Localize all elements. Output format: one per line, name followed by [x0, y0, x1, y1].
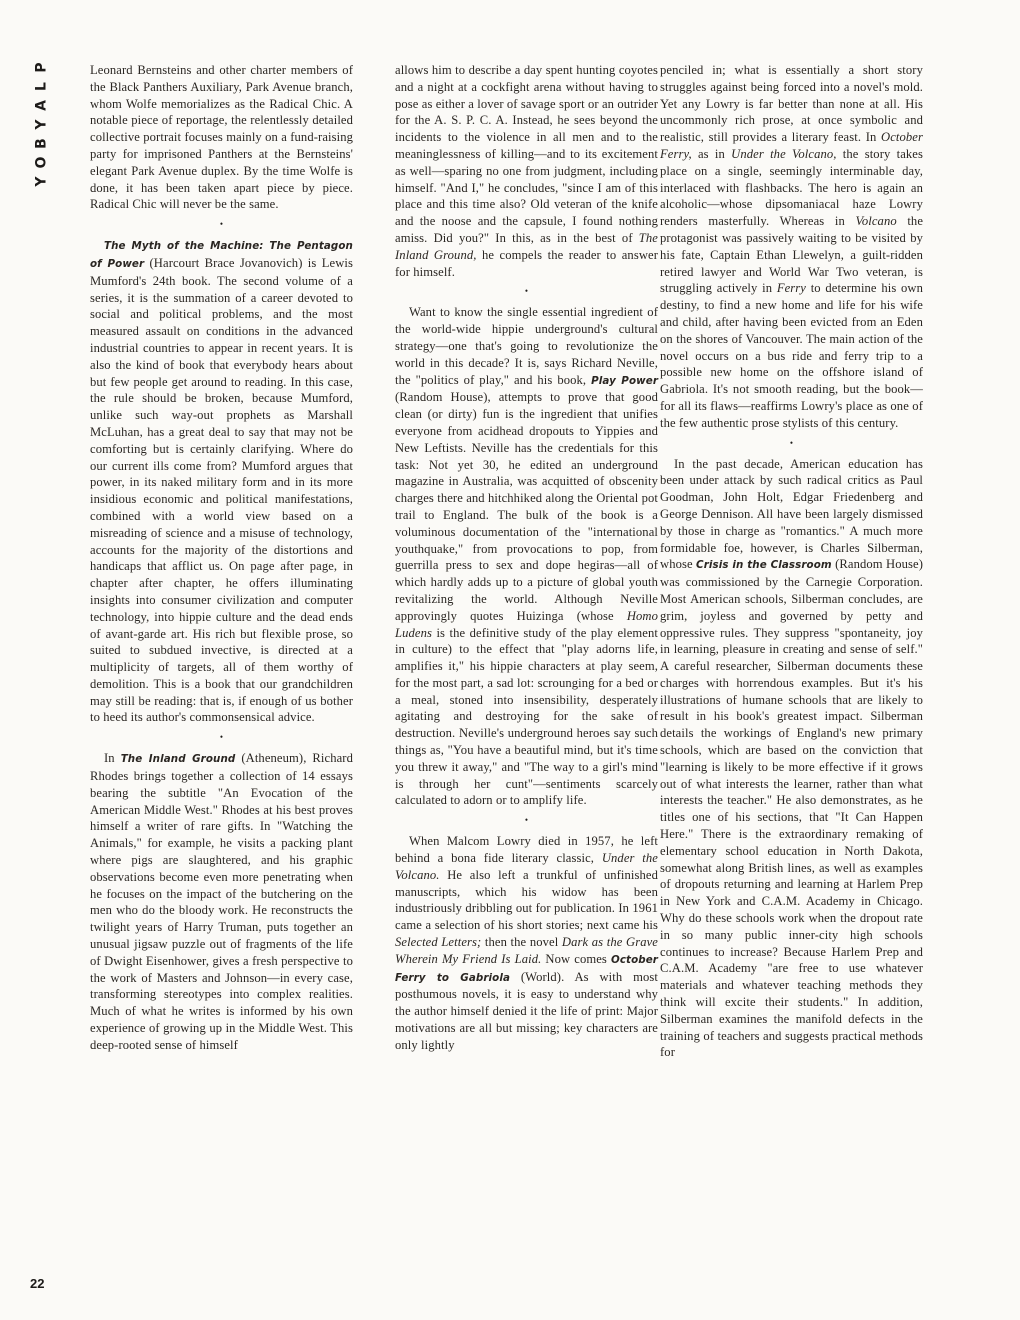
review-paragraph [660, 62, 923, 432]
book-title: Crisis in the Classroom [696, 559, 832, 572]
book-title: The Myth of the Machine: The Pentagon of Power [90, 240, 353, 270]
italic-title: October Ferry, [660, 130, 923, 161]
review-paragraph [90, 750, 353, 1053]
italic-title: Under the Volcano, [731, 146, 837, 161]
review-paragraph [90, 237, 353, 726]
body-text: Leonard Bernsteins and other charter members of the Black Panthers Auxiliary, Park Avenue branch, whom Wolfe memorializes as the Radical Chic. A notable piece of reportage, the relentlessly detailed collective portrait focuses mainly on a fund-raising party for imprisoned Panthers at the Bernsteins' elegant Park Avenue duplex. By the time Wolfe is done, it has been taken apart piece by piece. Radical Chic will never be the same. [90, 63, 353, 212]
body-text: allows him to describe a day spent hunting coyotes and a night at a cockfight arena without having to pose as either a lover of savage sport or an outrider for the A. S. P. C. A. Instead, he sees beyond the incidents to the violence in all men and to the meaninglessness of killing—and to its excitement as well—sparing no one from judgment, including himself. "And I," he concludes, "since I am of this place and this time also? Old veteran of the knife and the noose and the capsule, I found nothing amiss. Did you?" In this, as in the best of [395, 63, 658, 245]
masthead-letter: Y [33, 176, 50, 187]
italic-title: Dark as the Grave Wherein My Friend Is Laid. [395, 935, 658, 966]
italic-title: Homo Ludens [395, 608, 658, 640]
text-column-1 [90, 62, 353, 1054]
body-text: (Harcourt Brace Jovanovich) is Lewis Mumford's 24th book. The second volume of a series, it is the summation of a career devoted to social and political problems, and the most measured assault on conditions in the advanced industrial countries to appear in recent years. It is also the kind of book that everybody hears about but few people get around to reading. In this case, the rule should be broken, because Mumford, unlike such way-out prophets as Marshall McLuhan, has a great deal to say that may not be comforting but is certainly clarifying. Where do our current ills come from? Mumford argues that power, in its naked military form and in its more insidious economic and political manifestations, combined with a world view based on a misreading of science and a misuse of technology, accounts for the majority of the distortions and handicaps that afflict us. On page after page, in chapter after chapter, he offers illuminating insights into consumer civilization and computer technology, into hippie culture and the dead ends of avant-garde art. His rich but flexible prose, so suited to subdued invective, is directed at a multiplicity of targets, all of them worthy of demolition. This is a book that our grandchildren may still be reading: that is, if enough of us bother to heed its author's commonsensical advice. [90, 255, 353, 725]
body-text: the story takes place on a single, seemingly interminable day, interlaced with flashbacks. The hero is again an alcoholic—whose dipsomaniacal haze Lowry renders masterfully. Whereas in [660, 146, 924, 229]
masthead-letter: Y [33, 119, 50, 130]
italic-title: Under the Volcano. [395, 851, 658, 882]
section-divider-bullet: • [789, 437, 794, 448]
body-text: the protagonist was passively waiting to be visited by his fate, Captain Ethan Llewelyn, a guilt-ridden retired lawyer and World War Two veteran, is struggling actively in [660, 214, 924, 296]
masthead-letter: A [33, 100, 50, 111]
section-divider-bullet: • [219, 732, 224, 743]
section-divider-bullet: • [524, 286, 529, 297]
text-column-2 [395, 62, 658, 1054]
book-title: The Inland Ground [120, 753, 236, 766]
text-column-3 [660, 62, 923, 1061]
body-text: When Malcom Lowry died in 1957, he left behind a bona fide literary classic, [395, 834, 658, 866]
body-text: is the definitive study of the play element in culture) to the effect that "play adorns life, amplifies it," his hippie characters at play seem, for the most part, a sad lot: scrounging for a bed or a meal, stoned into insensibility, desperately agitating and destroying for the sake of destruction. Neville's underground heroes say such things as, "You have a beautiful mind, but it's time you threw it away," and "The way to a girl's mind is through her cunt"—sentiments scarcely calculated to adorn or to amplify life. [395, 625, 658, 808]
italic-title: Volcano [855, 214, 897, 229]
book-title: Play Power [591, 374, 658, 387]
body-text: as in [691, 146, 732, 161]
body-text: then the novel [481, 935, 562, 950]
review-paragraph [395, 62, 658, 280]
body-text: (Random House), attempts to prove that good clean (or dirty) fun is the ingredient that unifies everyone from acidhead dropouts to Yippies and New Leftists. Neville has the credentials for this task: Not yet 30, he edited an underground magazine in Australia, was acquitted of obscenity charges there and hitchhiked along the Oriental pot trail to England. The bulk of the book is a voluminous documentation of the "international youthquake," from provocations to pop, from guerrilla press to sex and dope hegiras—all of which hardly adds up to a picture of global youth revitalizing the world. Although Neville approvingly quotes Huizinga (whose [395, 390, 658, 623]
italic-title: The Inland Ground, [395, 230, 658, 262]
italic-title: Selected Letters; [395, 935, 482, 950]
section-divider-bullet: • [219, 219, 224, 230]
body-text: (World). As with most posthumous novels, it is easy to understand why the author himself denied it the life of print: Major motivations are all but missing; key characters are only lightly [395, 969, 658, 1052]
body-text: he compels the reader to answer for himself. [395, 247, 659, 279]
body-text: to determine his own destiny, to find a new home and life for his wife and child, after having been evicted from an Eden on the shores of Vancouver. The main action of the novel occurs on a bus ride and ferry trip to a possible new home on the offshore island of Gabriola. It's not smooth reading, but the book—for all its flaws—reaffirms Lowry's place as one of the few authentic prose stylists of this century. [660, 281, 923, 430]
review-paragraph [660, 456, 923, 1062]
section-divider-bullet: • [524, 815, 529, 826]
review-paragraph [395, 833, 658, 1053]
masthead-letter: L [33, 82, 50, 91]
body-text: Want to know the single essential ingredient of the world-wide hippie underground's cultural strategy—one that's going to revolutionize the world in this decade? It is, says Richard Neville, the "politics of play," and his book, [395, 305, 658, 387]
italic-title: Ferry [776, 281, 806, 296]
review-paragraph [90, 62, 353, 213]
body-text: (Atheneum), Richard Rhodes brings together a collection of 14 essays bearing the subtitle "An Evocation of the American Middle West." Rhodes at his best proves himself a writer of rare gifts. In "Watching the Animals," for example, he visits a packing plant where pigs are slaughtered, and his graphic observations become even more penetrating when he focuses on the impact of the butchering on the men who do the bloody work. He reconstructs the twilight years of Harry Truman, puts together an unusual jigsaw puzzle out of fragments of the life of Dwight Eisenhower, gives a fresh perspective to the work of Masters and Johnson—in every case, transforming stereotypes into complex realities. Much of what he writes is informed by his own experience of growing up in the Middle West. This deep-rooted sense of himself [90, 751, 353, 1052]
body-text: penciled in; what is essentially a short story struggles against being forced into a novel's mold. Yet any Lowry is far better than none at all. His uncommonly rich prose, at once symbolic and realistic, still provides a literary feast. In [660, 63, 923, 145]
body-text: He also left a trunkful of unfinished manuscripts, which his widow has been industriously dribbling out for publication. In 1961 came a selection of his short stories; next came his [395, 867, 658, 933]
body-text: In the past decade, American education has been under attack by such radical critics as Paul Goodman, John Holt, Edgar Friedenberg and George Dennison. All have been largely dismissed by those in charge as "romantics." A much more formidable foe, however, is Charles Silberman, whose [660, 456, 923, 572]
body-text: (Random House) was commissioned by the Carnegie Corporation. Most American schools, Silberman concludes, are grim, joyless and governed by petty and oppressive rules. They suppress "spontaneity, joy in learning, pleasure in creating and sense of self." A careful researcher, Silberman documents these charges with horrendous examples. But it's his illustrations of humane schools that are likely to result in his book's greatest impact. Silberman details the workings of England's new primary schools, which are based on the conviction that "learning is likely to be more effective if it grows out of what interests the learner, rather than what interests the teacher." He also demonstrates, as he titles one of his sections, that "It Can Happen Here." There is the extraordinary remaking of elementary school education in North Dakota, somewhat along British lines, as well as examples of dropouts returning and learning at Harlem Prep in New York and C.A.M. Academy in Chicago. Why do these schools work when the dropout rate in so many public inner-city high schools continues to increase? Because Harlem Prep and C.A.M. Academy "are free to use whatever materials and whatever teaching methods they think will excite their students." In addition, Silberman examines the manifold defects in the training of teachers and suggests practical methods for [660, 557, 923, 1060]
page-number: 22 [30, 1276, 45, 1291]
review-paragraph [395, 304, 658, 809]
masthead-letter: B [33, 138, 50, 149]
body-text: Now comes [541, 951, 611, 966]
body-text: In [104, 751, 121, 766]
masthead-letter: O [33, 156, 50, 169]
magazine-masthead [30, 58, 54, 191]
book-title: October Ferry to Gabriola [395, 953, 658, 984]
masthead-letter: P [33, 62, 50, 73]
